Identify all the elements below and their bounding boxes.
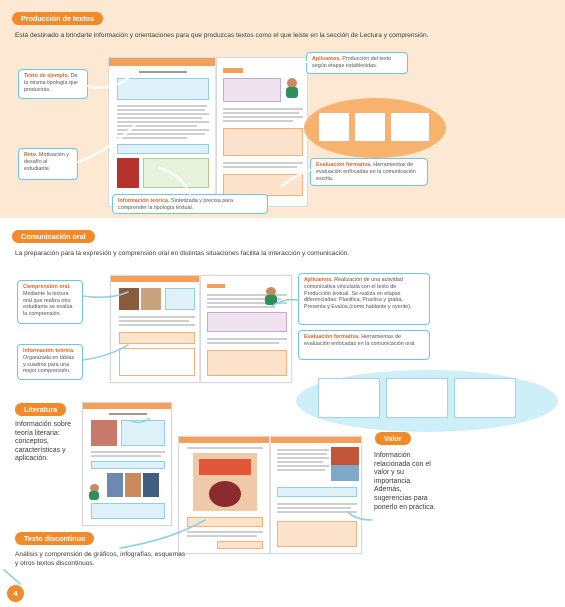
callout-evaluacion-formativa: Evaluación formativa. Herramientas de evaluación enfocadas en la comunicación escrita. [310,158,428,186]
oral-page-right [200,275,292,383]
section-label-produccion: Producción de textos [12,12,103,25]
oral-page-left [110,275,200,383]
callout-oral-aplicamos: Aplicamos. Realización de una actividad comunicativa vinculada con el texto de Producción textual. Se realiza en etapas diferenciadas: Planifica, Practica y graba, Presenta y Evalúa (como hablante y oyente). [298,273,430,325]
literatura-text: Información sobre teoría literaria: conceptos, características y aplicación. [15,421,72,463]
literatura-character-icon [88,484,100,500]
oral-character-icon [264,287,278,305]
oral-intro: La preparación para la expresión y comprensión oral en distintas situaciones facilita la interacción y comunicación. [15,250,350,257]
produccion-page-left [108,57,216,207]
callout-oral-informacion-teorica: Información teórica. Organizada en tablas y cuadros para una mejor comprensión. [17,344,83,380]
callout-comprension-oral: Comprensión oral. Mediante la lectura oral que realiza otro estudiante se evalúa la comprensión. [17,280,83,324]
valor-page-right [270,436,362,554]
callout-oral-evaluacion: Evaluación formativa. Herramientas de evaluación enfocadas en la comunicación oral. [298,330,430,360]
section-label-oral: Comunicación oral [12,230,95,243]
valor-text: Información relacionada con el valor y su importancia. Además, sugerencias para ponerlo en práctica. [374,452,436,511]
callout-aplicamos: Aplicamos. Producción del texto según etapas establecidas. [306,52,408,74]
produccion-intro: Está destinado a brindarte información y orientaciones para que produzcas textos como el que leiste en la sección de Lectura y comprensión. [15,32,429,39]
valor-page-left [178,436,270,554]
section-label-literatura: Literatura [15,403,66,416]
discontinuo-text: Análisis y comprensión de gráficos, infografías, esquemas y otros textos discontinuos. [15,551,186,567]
literatura-page [82,402,172,526]
section-label-discontinuo: Texto discontinuo [15,532,94,545]
character-icon [284,78,300,98]
callout-reto: Reto. Motivación y desafío al estudiante. [18,148,78,180]
callout-texto-ejemplo: Texto de ejemplo. De la misma tipología que producirás. [18,69,88,99]
page-number: 4 [7,585,24,602]
callout-informacion-teorica: Información teórica. Sintetizada y precisa para comprender la tipología textual. [112,194,268,214]
section-label-valor: Valor [375,432,411,445]
